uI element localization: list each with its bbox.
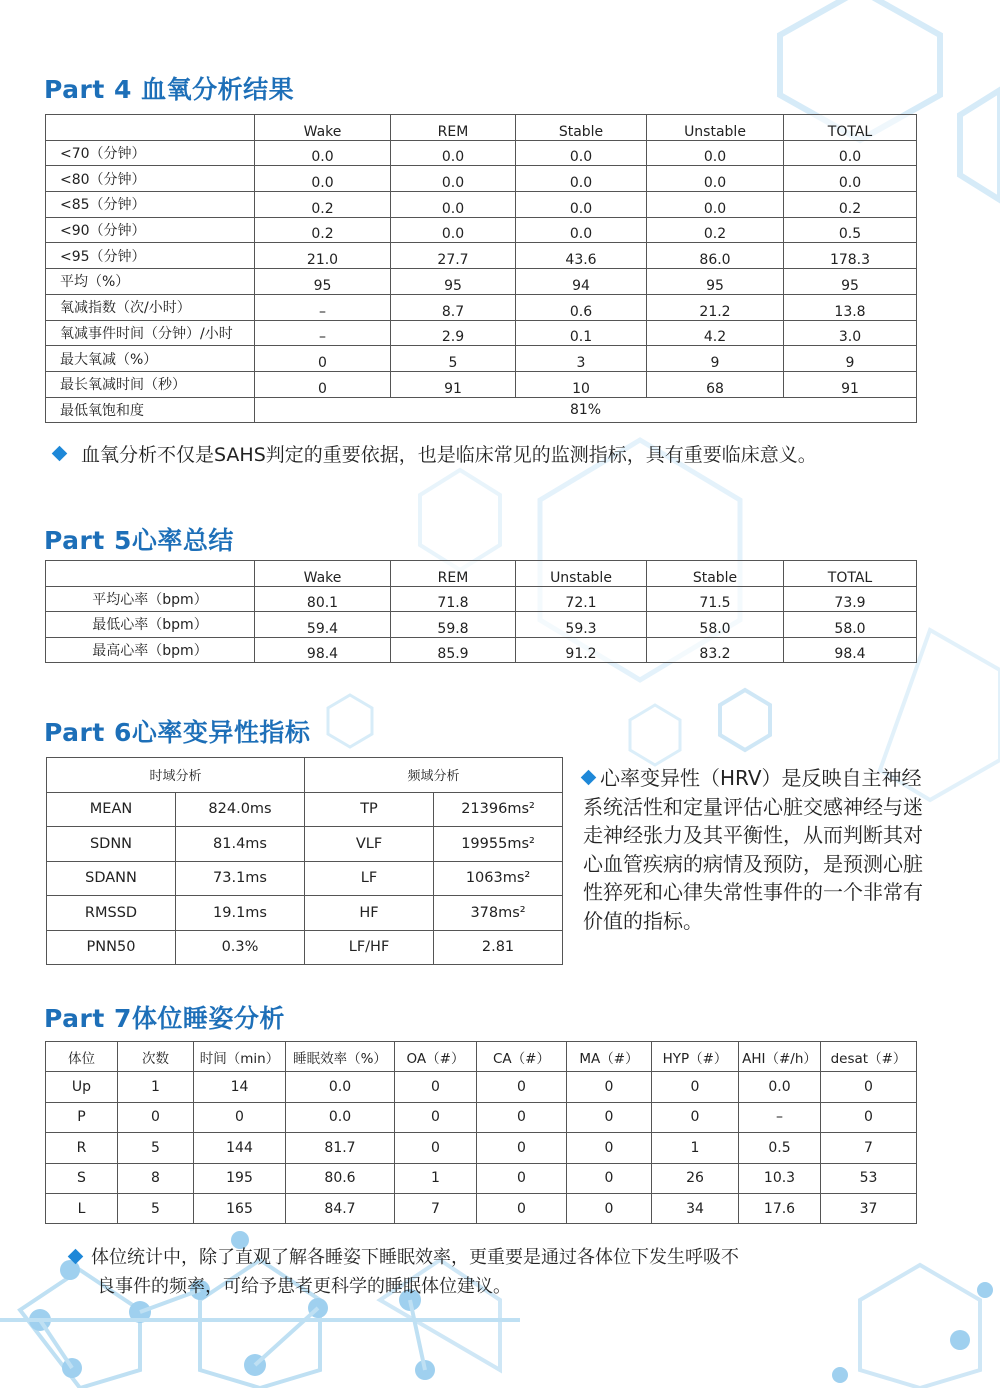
table-cell: 0: [477, 1133, 567, 1163]
hrv-table: [46, 757, 563, 965]
table-cell: 144: [194, 1133, 286, 1163]
column-header: 时间（min）: [194, 1042, 286, 1072]
row-label: 氧减事件时间（分钟）/小时: [46, 320, 255, 346]
table-row: [46, 1193, 917, 1223]
table-cell: 9: [647, 346, 784, 372]
table-cell: 4.2: [647, 320, 784, 346]
table-cell: 0.0: [391, 166, 516, 192]
table-cell: 7: [395, 1193, 477, 1223]
table-cell: –: [255, 294, 391, 320]
column-header: OA（#）: [395, 1042, 477, 1072]
table-cell: 27.7: [391, 243, 516, 269]
table-cell: 59.8: [391, 612, 516, 638]
table-cell: RMSSD: [47, 896, 176, 931]
sleep-position-note-line1: 体位统计中，除了直观了解各睡姿下睡眠效率，更重要是通过各体位下发生呼吸不: [91, 1247, 739, 1268]
bullet-diamond-icon: [581, 770, 597, 786]
table-cell: 2.81: [434, 930, 563, 965]
table-cell: –: [739, 1102, 821, 1132]
table-cell: 178.3: [784, 243, 917, 269]
table-cell: 68: [647, 371, 784, 397]
table-cell: VLF: [305, 827, 434, 862]
row-label: 最大氧减（%）: [46, 346, 255, 372]
column-header: REM: [391, 115, 516, 141]
table-cell: 0.2: [255, 217, 391, 243]
table-cell: 73.9: [784, 586, 917, 612]
table-row: [46, 192, 917, 218]
table-cell: 0: [395, 1102, 477, 1132]
bullet-diamond-icon: [68, 1248, 84, 1264]
table-cell: 53: [821, 1163, 917, 1193]
table-row: [46, 320, 917, 346]
table-cell: 0: [395, 1133, 477, 1163]
column-header: Unstable: [647, 115, 784, 141]
table-row: [47, 930, 563, 965]
heart-rate-table: [45, 560, 917, 663]
table-row: [46, 371, 917, 397]
table-cell: 0.1: [516, 320, 647, 346]
table-cell: 0: [652, 1102, 739, 1132]
table-cell: TP: [305, 792, 434, 827]
table-cell: 71.5: [647, 586, 784, 612]
table-cell: 0.0: [516, 192, 647, 218]
row-label: <85（分钟）: [46, 192, 255, 218]
table-cell: 0: [652, 1072, 739, 1102]
table-cell: 5: [118, 1193, 194, 1223]
table-row: [46, 294, 917, 320]
table-row-min-spo2: [46, 397, 917, 423]
min-spo2-value: 81%: [255, 397, 917, 423]
table-cell: 83.2: [647, 637, 784, 663]
table-cell: 824.0ms: [176, 792, 305, 827]
row-label: <80（分钟）: [46, 166, 255, 192]
table-cell: 0: [477, 1072, 567, 1102]
part5-title: Part 5心率总结: [44, 526, 234, 555]
table-cell: 86.0: [647, 243, 784, 269]
sleep-position-table: [45, 1041, 917, 1224]
table-cell: 81.7: [286, 1133, 395, 1163]
row-label: <70（分钟）: [46, 140, 255, 166]
table-row: [46, 140, 917, 166]
table-cell: 0: [567, 1072, 652, 1102]
table-cell: 0: [477, 1163, 567, 1193]
table-row: [46, 1163, 917, 1193]
table-row: [46, 269, 917, 295]
table-cell: 21396ms²: [434, 792, 563, 827]
table-cell: 195: [194, 1163, 286, 1193]
table-cell: –: [255, 320, 391, 346]
table-cell: 378ms²: [434, 896, 563, 931]
table-cell: LF/HF: [305, 930, 434, 965]
part7-title: Part 7体位睡姿分析: [44, 1004, 285, 1033]
table-cell: 0.0: [516, 166, 647, 192]
table-row: [46, 166, 917, 192]
table-cell: 1: [652, 1133, 739, 1163]
row-label: 最低氧饱和度: [46, 397, 255, 423]
table-cell: 0: [477, 1102, 567, 1132]
table-cell: 0.0: [647, 192, 784, 218]
table-cell: 81.4ms: [176, 827, 305, 862]
table-cell: L: [46, 1193, 118, 1223]
row-label: 平均心率（bpm）: [46, 586, 255, 612]
table-cell: S: [46, 1163, 118, 1193]
table-cell: R: [46, 1133, 118, 1163]
table-cell: 0.5: [739, 1133, 821, 1163]
table-cell: 0: [477, 1193, 567, 1223]
table-cell: 0.2: [784, 192, 917, 218]
table-cell: 3: [516, 346, 647, 372]
table-cell: 9: [784, 346, 917, 372]
table-cell: 0: [821, 1102, 917, 1132]
column-header: CA（#）: [477, 1042, 567, 1072]
table-cell: 0.0: [286, 1072, 395, 1102]
table-cell: 165: [194, 1193, 286, 1223]
part4-title: Part 4 血氧分析结果: [44, 75, 295, 104]
table-row: [46, 346, 917, 372]
table-cell: 73.1ms: [176, 861, 305, 896]
table-row: [46, 243, 917, 269]
sleep-position-note: [70, 1243, 850, 1301]
table-cell: Up: [46, 1072, 118, 1102]
table-cell: LF: [305, 861, 434, 896]
table-cell: 0.0: [739, 1072, 821, 1102]
table-row: [47, 827, 563, 862]
table-cell: 58.0: [647, 612, 784, 638]
table-cell: 91: [784, 371, 917, 397]
table-cell: 14: [194, 1072, 286, 1102]
table-row: [47, 896, 563, 931]
column-header: TOTAL: [784, 561, 917, 587]
table-cell: 19.1ms: [176, 896, 305, 931]
table-cell: 8: [118, 1163, 194, 1193]
table-cell: 5: [118, 1133, 194, 1163]
table-cell: 95: [391, 269, 516, 295]
table-cell: 10: [516, 371, 647, 397]
table-cell: 0: [567, 1163, 652, 1193]
table-cell: 0.0: [286, 1102, 395, 1132]
table-cell: 0.5: [784, 217, 917, 243]
table-cell: 0.3%: [176, 930, 305, 965]
table-row: [46, 586, 917, 612]
column-header: desat（#）: [821, 1042, 917, 1072]
table-cell: 91.2: [516, 637, 647, 663]
table-cell: 59.3: [516, 612, 647, 638]
table-cell: 21.0: [255, 243, 391, 269]
table-cell: 0.0: [647, 140, 784, 166]
table-cell: SDNN: [47, 827, 176, 862]
column-header: HYP（#）: [652, 1042, 739, 1072]
table-cell: 0.0: [516, 140, 647, 166]
row-label: 氧减指数（次/小时）: [46, 294, 255, 320]
table-cell: 0.2: [647, 217, 784, 243]
table-cell: 26: [652, 1163, 739, 1193]
table-cell: SDANN: [47, 861, 176, 896]
sleep-position-note-line2: 良事件的频率，可给予患者更科学的睡眠体位建议。: [97, 1276, 511, 1297]
table-cell: 13.8: [784, 294, 917, 320]
table-cell: 0: [821, 1072, 917, 1102]
table-cell: 0.0: [391, 217, 516, 243]
row-label: 最低心率（bpm）: [46, 612, 255, 638]
table-cell: 0.0: [647, 166, 784, 192]
part6-title: Part 6心率变异性指标: [44, 718, 311, 747]
table-cell: 0.0: [516, 217, 647, 243]
table-cell: 91: [391, 371, 516, 397]
column-header: 次数: [118, 1042, 194, 1072]
row-label: <90（分钟）: [46, 217, 255, 243]
column-header: AHI（#/h）: [739, 1042, 821, 1072]
table-cell: 0: [194, 1102, 286, 1132]
bullet-diamond-icon: [52, 446, 68, 462]
table-cell: 19955ms²: [434, 827, 563, 862]
table-cell: 59.4: [255, 612, 391, 638]
table-cell: 0.0: [255, 140, 391, 166]
table-row: [46, 1102, 917, 1132]
table-header-row: [47, 758, 563, 793]
table-cell: 7: [821, 1133, 917, 1163]
column-header: 频域分析: [305, 758, 563, 793]
column-header: Stable: [516, 115, 647, 141]
table-cell: 0.0: [391, 192, 516, 218]
table-cell: 0: [255, 346, 391, 372]
column-header: Wake: [255, 115, 391, 141]
table-row: [47, 861, 563, 896]
table-row: [46, 1133, 917, 1163]
table-cell: 0: [567, 1133, 652, 1163]
table-cell: 0.0: [391, 140, 516, 166]
hrv-note: [583, 764, 923, 935]
column-header: Stable: [647, 561, 784, 587]
table-cell: 0: [255, 371, 391, 397]
table-cell: 0.6: [516, 294, 647, 320]
table-cell: 71.8: [391, 586, 516, 612]
column-header: MA（#）: [567, 1042, 652, 1072]
table-cell: 1: [118, 1072, 194, 1102]
column-header: [46, 561, 255, 587]
table-cell: 85.9: [391, 637, 516, 663]
table-cell: 80.6: [286, 1163, 395, 1193]
column-header: [46, 115, 255, 141]
row-label: 最长氧减时间（秒）: [46, 371, 255, 397]
table-cell: PNN50: [47, 930, 176, 965]
table-row: [46, 217, 917, 243]
blood-oxygen-note-text: 血氧分析不仅是SAHS判定的重要依据，也是临床常见的监测指标，具有重要临床意义。: [81, 444, 817, 466]
table-cell: 0: [118, 1102, 194, 1132]
table-header-row: [46, 561, 917, 587]
table-cell: 95: [647, 269, 784, 295]
table-cell: 0.0: [784, 166, 917, 192]
table-header-row: [46, 1042, 917, 1072]
table-row: [46, 637, 917, 663]
column-header: 体位: [46, 1042, 118, 1072]
table-cell: 43.6: [516, 243, 647, 269]
blood-oxygen-note: [54, 440, 817, 467]
table-cell: 3.0: [784, 320, 917, 346]
table-cell: HF: [305, 896, 434, 931]
table-cell: 94: [516, 269, 647, 295]
table-cell: 80.1: [255, 586, 391, 612]
table-cell: 10.3: [739, 1163, 821, 1193]
row-label: 最高心率（bpm）: [46, 637, 255, 663]
table-cell: 0: [567, 1193, 652, 1223]
table-cell: 98.4: [255, 637, 391, 663]
table-row: [47, 792, 563, 827]
column-header: Wake: [255, 561, 391, 587]
row-label: <95（分钟）: [46, 243, 255, 269]
table-cell: 0: [567, 1102, 652, 1132]
table-cell: 0.2: [255, 192, 391, 218]
table-cell: 1063ms²: [434, 861, 563, 896]
table-cell: 72.1: [516, 586, 647, 612]
table-header-row: [46, 115, 917, 141]
table-cell: 21.2: [647, 294, 784, 320]
table-cell: 0.0: [255, 166, 391, 192]
table-cell: MEAN: [47, 792, 176, 827]
table-cell: 8.7: [391, 294, 516, 320]
blood-oxygen-table: [45, 114, 917, 423]
table-cell: 0.0: [784, 140, 917, 166]
table-cell: 2.9: [391, 320, 516, 346]
table-cell: 98.4: [784, 637, 917, 663]
column-header: REM: [391, 561, 516, 587]
hrv-note-text: 心率变异性（HRV）是反映自主神经系统活性和定量评估心脏交感神经与迷走神经张力及其平衡性，从而判断其对心血管疾病的病情及预防，是预测心脏性猝死和心律失常性事件的一个非常有价值的指标。: [583, 766, 923, 933]
table-cell: 95: [255, 269, 391, 295]
table-cell: 58.0: [784, 612, 917, 638]
table-cell: 37: [821, 1193, 917, 1223]
column-header: 睡眠效率（%）: [286, 1042, 395, 1072]
table-cell: 5: [391, 346, 516, 372]
table-cell: 0: [395, 1072, 477, 1102]
table-cell: 17.6: [739, 1193, 821, 1223]
row-label: 平均（%）: [46, 269, 255, 295]
table-cell: 95: [784, 269, 917, 295]
table-cell: 1: [395, 1163, 477, 1193]
column-header: Unstable: [516, 561, 647, 587]
table-cell: P: [46, 1102, 118, 1132]
column-header: 时域分析: [47, 758, 305, 793]
table-cell: 34: [652, 1193, 739, 1223]
table-row: [46, 612, 917, 638]
table-row: [46, 1072, 917, 1102]
table-cell: 84.7: [286, 1193, 395, 1223]
column-header: TOTAL: [784, 115, 917, 141]
